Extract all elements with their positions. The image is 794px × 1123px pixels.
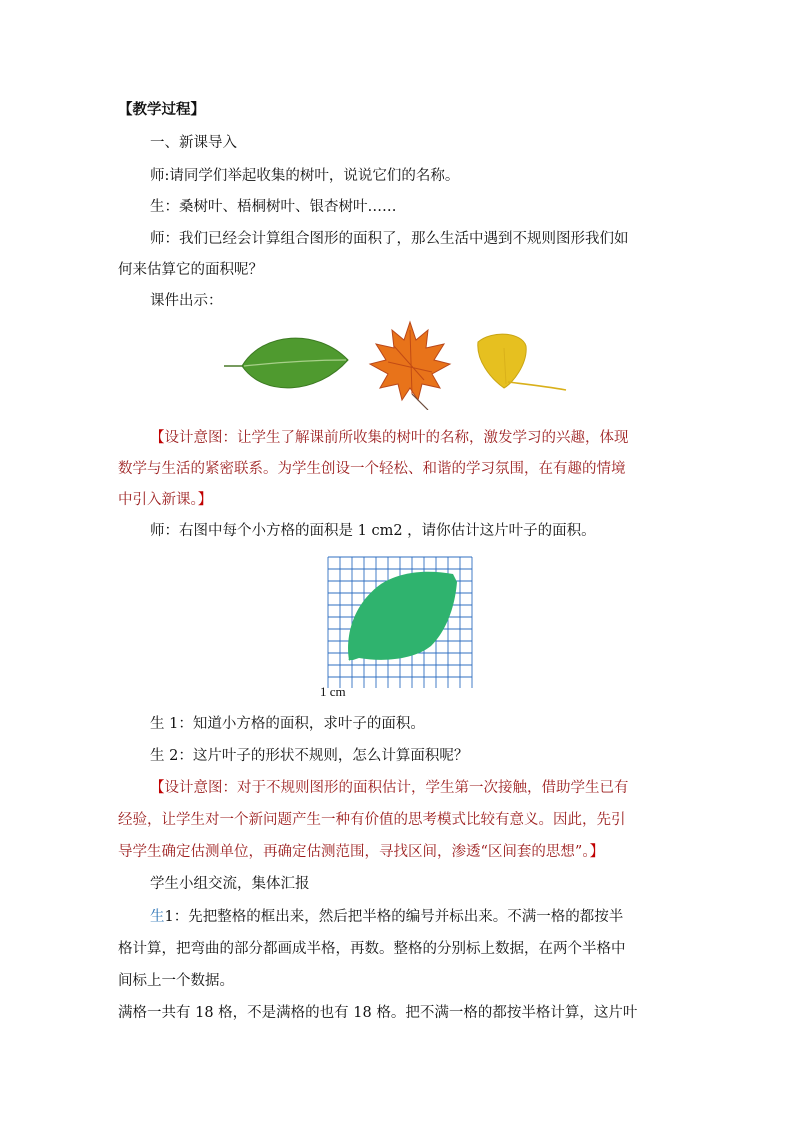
courseware-label: 课件出示： <box>150 293 223 309</box>
teacher-line-1: 师:请同学们举起收集的树叶，说说它们的名称。 <box>150 168 460 184</box>
student-report-line-4: 满格一共有 18 格，不是满格的也有 18 格。把不满一格的都按半格计算，这片叶 <box>118 1005 638 1021</box>
design-intent-1-line-2: 数学与生活的紧密联系。为学生创设一个轻松、和谐的学习氛围，在有趣的情境 <box>118 461 626 477</box>
maple-leaf-icon <box>370 322 450 410</box>
ginkgo-leaf-icon <box>478 334 566 390</box>
grid-unit-label: 1 cm <box>320 684 346 699</box>
design-intent-1-line-3: 中引入新课。】 <box>118 492 213 508</box>
leaves-figure <box>222 318 572 410</box>
student-report-line-2: 格计算，把弯曲的部分都画成半格，再数。整格的分别标上数据，在两个半格中 <box>118 941 626 957</box>
student-answer-2: 生 2：这片叶子的形状不规则，怎么计算面积呢？ <box>150 748 469 764</box>
teacher-question-area: 师：右图中每个小方格的面积是 1 cm2 ，请你估计这片叶子的面积。 <box>150 523 596 539</box>
student-answer-1: 生 1：知道小方格的面积，求叶子的面积。 <box>150 716 425 732</box>
student-line-1: 生：桑树叶、梧桐树叶、银杏树叶…… <box>150 199 397 215</box>
design-intent-1-line-1: 【设计意图：让学生了解课前所收集的树叶的名称，激发学习的兴趣，体现 <box>150 430 629 446</box>
section-title: 【教学过程】 <box>118 101 205 118</box>
teacher-line-2a: 师：我们已经会计算组合图形的面积了，那么生活中遇到不规则图形我们如 <box>150 231 629 247</box>
grid-leaf-figure <box>327 556 473 688</box>
student-report-line-3: 间标上一个数据。 <box>118 973 234 989</box>
student-report-line-1: 生1：先把整格的框出来，然后把半格的编号并标出来。不满一格的都按半 <box>150 909 624 925</box>
green-leaf-icon <box>224 338 348 388</box>
group-discussion: 学生小组交流，集体汇报 <box>150 876 310 892</box>
design-intent-2-line-1: 【设计意图：对于不规则图形的面积估计，学生第一次接触，借助学生已有 <box>150 780 629 796</box>
heading-intro: 一、新课导入 <box>150 135 237 151</box>
teacher-line-2b: 何来估算它的面积呢？ <box>118 262 263 278</box>
design-intent-2-line-2: 经验，让学生对一个新问题产生一种有价值的思考模式比较有意义。因此，先引 <box>118 812 626 828</box>
design-intent-2-line-3: 导学生确定估测单位，再确定估测范围，寻找区间，渗透“区间套的思想”。】 <box>118 844 605 860</box>
